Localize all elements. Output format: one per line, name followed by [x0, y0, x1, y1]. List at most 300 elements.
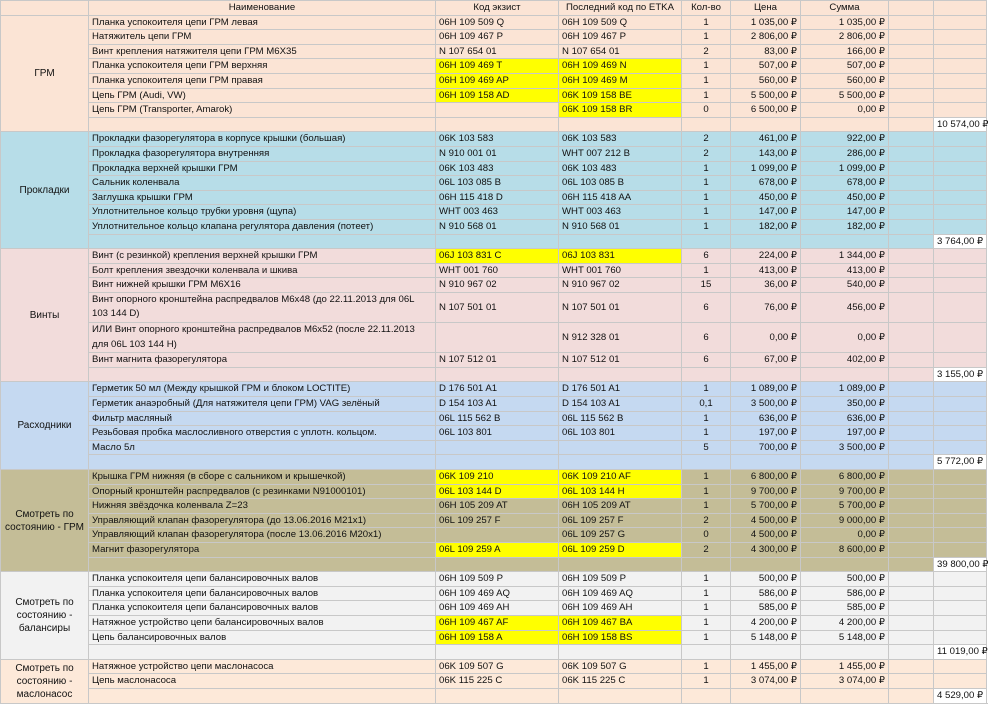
empty-cell[interactable] — [889, 117, 934, 132]
empty-cell[interactable] — [436, 367, 559, 382]
price-cell[interactable]: 413,00 ₽ — [731, 263, 801, 278]
part-code-cell[interactable]: D 176 501 A1 — [436, 382, 559, 397]
part-name-cell[interactable]: Заглушка крышки ГРМ — [89, 190, 436, 205]
section-total-value[interactable]: 5 772,00 ₽ — [934, 455, 987, 470]
part-name-cell[interactable]: Цепь ГРМ (Audi, VW) — [89, 88, 436, 103]
empty-cell[interactable] — [889, 59, 934, 74]
empty-cell[interactable] — [889, 484, 934, 499]
price-cell[interactable]: 636,00 ₽ — [731, 411, 801, 426]
sum-cell[interactable]: 507,00 ₽ — [801, 59, 889, 74]
part-code-cell[interactable]: 06K 115 225 C — [436, 674, 559, 689]
last-code-cell[interactable]: 06H 109 158 BS — [559, 630, 682, 645]
part-code-cell[interactable] — [436, 103, 559, 118]
empty-cell[interactable] — [89, 234, 436, 249]
last-code-cell[interactable]: 06H 105 209 AT — [559, 499, 682, 514]
empty-cell[interactable] — [436, 557, 559, 572]
empty-cell[interactable] — [559, 645, 682, 660]
group-label-cell[interactable]: Прокладки — [1, 132, 89, 249]
group-label-cell[interactable]: Смотреть по состоянию - маслонасос — [1, 659, 89, 703]
part-name-cell[interactable]: Планка успокоителя цепи ГРМ верхняя — [89, 59, 436, 74]
last-code-cell[interactable]: N 107 501 01 — [559, 292, 682, 322]
last-code-cell[interactable]: 06K 115 225 C — [559, 674, 682, 689]
price-cell[interactable]: 4 300,00 ₽ — [731, 542, 801, 557]
quantity-cell[interactable]: 1 — [682, 205, 731, 220]
empty-cell[interactable] — [934, 397, 987, 412]
quantity-cell[interactable]: 1 — [682, 615, 731, 630]
sum-cell[interactable]: 450,00 ₽ — [801, 190, 889, 205]
price-cell[interactable]: 500,00 ₽ — [731, 572, 801, 587]
empty-cell[interactable] — [934, 659, 987, 674]
empty-cell[interactable] — [889, 557, 934, 572]
quantity-cell[interactable]: 1 — [682, 73, 731, 88]
empty-cell[interactable] — [934, 73, 987, 88]
empty-cell[interactable] — [889, 219, 934, 234]
sum-cell[interactable]: 0,00 ₽ — [801, 323, 889, 353]
quantity-cell[interactable]: 6 — [682, 353, 731, 368]
last-code-cell[interactable]: 06H 109 467 BA — [559, 615, 682, 630]
empty-cell[interactable] — [889, 73, 934, 88]
empty-cell[interactable] — [934, 15, 987, 30]
part-name-cell[interactable]: Герметик анаэробный (Для натяжителя цепи ГРМ) VAG зелёный — [89, 397, 436, 412]
empty-cell[interactable] — [934, 30, 987, 45]
last-code-cell[interactable]: D 176 501 A1 — [559, 382, 682, 397]
empty-cell[interactable] — [559, 688, 682, 703]
price-cell[interactable]: 5 700,00 ₽ — [731, 499, 801, 514]
header-cell-qty[interactable]: Кол-во — [682, 1, 731, 16]
quantity-cell[interactable]: 0,1 — [682, 397, 731, 412]
quantity-cell[interactable]: 1 — [682, 572, 731, 587]
empty-cell[interactable] — [682, 645, 731, 660]
sum-cell[interactable]: 586,00 ₽ — [801, 586, 889, 601]
sum-cell[interactable]: 1 455,00 ₽ — [801, 659, 889, 674]
price-cell[interactable]: 9 700,00 ₽ — [731, 484, 801, 499]
quantity-cell[interactable]: 1 — [682, 586, 731, 601]
price-cell[interactable]: 76,00 ₽ — [731, 292, 801, 322]
empty-cell[interactable] — [934, 630, 987, 645]
empty-cell[interactable] — [89, 455, 436, 470]
part-name-cell[interactable]: Натяжитель цепи ГРМ — [89, 30, 436, 45]
sum-cell[interactable]: 678,00 ₽ — [801, 176, 889, 191]
part-name-cell[interactable]: Магнит фазорегулятора — [89, 542, 436, 557]
sum-cell[interactable]: 182,00 ₽ — [801, 219, 889, 234]
empty-cell[interactable] — [889, 190, 934, 205]
part-name-cell[interactable]: Цепь ГРМ (Transporter, Amarok) — [89, 103, 436, 118]
section-total-value[interactable]: 11 019,00 ₽ — [934, 645, 987, 660]
empty-cell[interactable] — [934, 601, 987, 616]
price-cell[interactable]: 6 500,00 ₽ — [731, 103, 801, 118]
part-name-cell[interactable]: Винт крепления натяжителя цепи ГРМ M6X35 — [89, 44, 436, 59]
empty-cell[interactable] — [801, 234, 889, 249]
part-code-cell[interactable]: D 154 103 A1 — [436, 397, 559, 412]
empty-cell[interactable] — [436, 688, 559, 703]
section-total-value[interactable]: 3 764,00 ₽ — [934, 234, 987, 249]
empty-cell[interactable] — [934, 426, 987, 441]
quantity-cell[interactable]: 1 — [682, 601, 731, 616]
price-cell[interactable]: 1 089,00 ₽ — [731, 382, 801, 397]
part-code-cell[interactable]: 06H 109 469 AP — [436, 73, 559, 88]
sum-cell[interactable]: 147,00 ₽ — [801, 205, 889, 220]
header-cell-last-code[interactable]: Последний код по ETKA — [559, 1, 682, 16]
last-code-cell[interactable]: 06H 109 509 P — [559, 572, 682, 587]
empty-cell[interactable] — [889, 176, 934, 191]
part-code-cell[interactable]: 06K 103 583 — [436, 132, 559, 147]
empty-cell[interactable] — [934, 249, 987, 264]
empty-cell[interactable] — [559, 234, 682, 249]
section-total-value[interactable]: 3 155,00 ₽ — [934, 367, 987, 382]
empty-cell[interactable] — [889, 455, 934, 470]
empty-cell[interactable] — [934, 615, 987, 630]
empty-cell[interactable] — [889, 161, 934, 176]
last-code-cell[interactable]: 06H 109 467 P — [559, 30, 682, 45]
part-code-cell[interactable]: N 910 001 01 — [436, 146, 559, 161]
last-code-cell[interactable]: 06K 109 158 BR — [559, 103, 682, 118]
empty-cell[interactable] — [889, 323, 934, 353]
part-code-cell[interactable]: 06J 103 831 C — [436, 249, 559, 264]
quantity-cell[interactable]: 1 — [682, 190, 731, 205]
empty-cell[interactable] — [436, 455, 559, 470]
quantity-cell[interactable]: 1 — [682, 484, 731, 499]
last-code-cell[interactable]: 06K 109 158 BE — [559, 88, 682, 103]
quantity-cell[interactable]: 1 — [682, 59, 731, 74]
quantity-cell[interactable]: 1 — [682, 411, 731, 426]
sum-cell[interactable]: 413,00 ₽ — [801, 263, 889, 278]
empty-cell[interactable] — [934, 542, 987, 557]
empty-cell[interactable] — [89, 117, 436, 132]
empty-cell[interactable] — [934, 528, 987, 543]
quantity-cell[interactable]: 0 — [682, 528, 731, 543]
sum-cell[interactable]: 585,00 ₽ — [801, 601, 889, 616]
sum-cell[interactable]: 4 200,00 ₽ — [801, 615, 889, 630]
empty-cell[interactable] — [89, 557, 436, 572]
part-name-cell[interactable]: Сальник коленвала — [89, 176, 436, 191]
part-code-cell[interactable]: WHT 001 760 — [436, 263, 559, 278]
empty-cell[interactable] — [889, 426, 934, 441]
part-code-cell[interactable]: 06K 103 483 — [436, 161, 559, 176]
part-name-cell[interactable]: Нижняя звёздочка коленвала Z=23 — [89, 499, 436, 514]
price-cell[interactable]: 461,00 ₽ — [731, 132, 801, 147]
part-code-cell[interactable]: 06K 109 507 G — [436, 659, 559, 674]
part-name-cell[interactable]: Крышка ГРМ нижняя (в сборе с сальником и крышечкой) — [89, 470, 436, 485]
last-code-cell[interactable]: 06H 109 509 Q — [559, 15, 682, 30]
part-name-cell[interactable]: Винт магнита фазорегулятора — [89, 353, 436, 368]
last-code-cell[interactable]: N 910 967 02 — [559, 278, 682, 293]
last-code-cell[interactable]: 06L 103 801 — [559, 426, 682, 441]
sum-cell[interactable]: 5 148,00 ₽ — [801, 630, 889, 645]
empty-cell[interactable] — [889, 205, 934, 220]
price-cell[interactable]: 5 148,00 ₽ — [731, 630, 801, 645]
last-code-cell[interactable]: N 912 328 01 — [559, 323, 682, 353]
part-name-cell[interactable]: Планка успокоителя цепи балансировочных валов — [89, 586, 436, 601]
part-name-cell[interactable]: Уплотнительное кольцо трубки уровня (щупа) — [89, 205, 436, 220]
part-code-cell[interactable]: N 910 967 02 — [436, 278, 559, 293]
sum-cell[interactable]: 286,00 ₽ — [801, 146, 889, 161]
empty-cell[interactable] — [889, 278, 934, 293]
quantity-cell[interactable]: 1 — [682, 30, 731, 45]
quantity-cell[interactable]: 1 — [682, 176, 731, 191]
last-code-cell[interactable]: D 154 103 A1 — [559, 397, 682, 412]
empty-cell[interactable] — [889, 103, 934, 118]
empty-cell[interactable] — [889, 601, 934, 616]
quantity-cell[interactable]: 1 — [682, 263, 731, 278]
group-label-cell[interactable]: ГРМ — [1, 15, 89, 132]
last-code-cell[interactable]: 06L 109 257 F — [559, 513, 682, 528]
empty-cell[interactable] — [934, 513, 987, 528]
last-code-cell[interactable]: 06H 109 469 AH — [559, 601, 682, 616]
quantity-cell[interactable]: 1 — [682, 219, 731, 234]
sum-cell[interactable]: 8 600,00 ₽ — [801, 542, 889, 557]
part-code-cell[interactable] — [436, 528, 559, 543]
part-code-cell[interactable]: 06L 109 257 F — [436, 513, 559, 528]
empty-cell[interactable] — [934, 190, 987, 205]
empty-cell[interactable] — [889, 88, 934, 103]
last-code-cell[interactable] — [559, 440, 682, 455]
price-cell[interactable]: 0,00 ₽ — [731, 323, 801, 353]
price-cell[interactable]: 4 500,00 ₽ — [731, 528, 801, 543]
section-total-value[interactable]: 4 529,00 ₽ — [934, 688, 987, 703]
last-code-cell[interactable]: 06L 109 259 D — [559, 542, 682, 557]
sum-cell[interactable]: 636,00 ₽ — [801, 411, 889, 426]
group-label-cell[interactable]: Винты — [1, 249, 89, 382]
quantity-cell[interactable]: 15 — [682, 278, 731, 293]
empty-cell[interactable] — [801, 688, 889, 703]
quantity-cell[interactable]: 1 — [682, 161, 731, 176]
section-total-value[interactable]: 10 574,00 ₽ — [934, 117, 987, 132]
sum-cell[interactable]: 197,00 ₽ — [801, 426, 889, 441]
last-code-cell[interactable]: 06J 103 831 — [559, 249, 682, 264]
last-code-cell[interactable]: N 910 568 01 — [559, 219, 682, 234]
empty-cell[interactable] — [889, 688, 934, 703]
price-cell[interactable]: 450,00 ₽ — [731, 190, 801, 205]
part-code-cell[interactable] — [436, 440, 559, 455]
header-cell-extra1[interactable] — [889, 1, 934, 16]
empty-cell[interactable] — [889, 234, 934, 249]
empty-cell[interactable] — [934, 103, 987, 118]
part-name-cell[interactable]: Планка успокоителя цепи ГРМ левая — [89, 15, 436, 30]
last-code-cell[interactable]: WHT 007 212 B — [559, 146, 682, 161]
empty-cell[interactable] — [436, 234, 559, 249]
last-code-cell[interactable]: 06H 109 469 M — [559, 73, 682, 88]
sum-cell[interactable]: 9 700,00 ₽ — [801, 484, 889, 499]
empty-cell[interactable] — [889, 630, 934, 645]
price-cell[interactable]: 1 035,00 ₽ — [731, 15, 801, 30]
part-code-cell[interactable]: 06H 109 469 AQ — [436, 586, 559, 601]
empty-cell[interactable] — [889, 615, 934, 630]
empty-cell[interactable] — [889, 263, 934, 278]
empty-cell[interactable] — [889, 513, 934, 528]
sum-cell[interactable]: 6 800,00 ₽ — [801, 470, 889, 485]
empty-cell[interactable] — [934, 499, 987, 514]
empty-cell[interactable] — [934, 674, 987, 689]
empty-cell[interactable] — [889, 367, 934, 382]
sum-cell[interactable]: 1 099,00 ₽ — [801, 161, 889, 176]
quantity-cell[interactable]: 1 — [682, 88, 731, 103]
sum-cell[interactable]: 3 074,00 ₽ — [801, 674, 889, 689]
quantity-cell[interactable]: 1 — [682, 426, 731, 441]
empty-cell[interactable] — [436, 645, 559, 660]
empty-cell[interactable] — [934, 146, 987, 161]
sum-cell[interactable]: 0,00 ₽ — [801, 103, 889, 118]
quantity-cell[interactable]: 1 — [682, 674, 731, 689]
price-cell[interactable]: 4 200,00 ₽ — [731, 615, 801, 630]
part-name-cell[interactable]: Болт крепления звездочки коленвала и шкива — [89, 263, 436, 278]
part-code-cell[interactable] — [436, 323, 559, 353]
empty-cell[interactable] — [731, 688, 801, 703]
quantity-cell[interactable]: 6 — [682, 249, 731, 264]
last-code-cell[interactable]: 06K 109 507 G — [559, 659, 682, 674]
price-cell[interactable]: 1 099,00 ₽ — [731, 161, 801, 176]
empty-cell[interactable] — [889, 411, 934, 426]
part-name-cell[interactable]: ИЛИ Винт опорного кронштейна распредвалов M6x52 (после 22.11.2013 для 06L 103 144 H) — [89, 323, 436, 353]
price-cell[interactable]: 678,00 ₽ — [731, 176, 801, 191]
empty-cell[interactable] — [731, 455, 801, 470]
part-code-cell[interactable]: 06L 109 259 A — [436, 542, 559, 557]
quantity-cell[interactable]: 1 — [682, 470, 731, 485]
part-name-cell[interactable]: Винт нижней крышки ГРМ M6X16 — [89, 278, 436, 293]
part-name-cell[interactable]: Планка успокоителя цепи балансировочных валов — [89, 601, 436, 616]
price-cell[interactable]: 585,00 ₽ — [731, 601, 801, 616]
empty-cell[interactable] — [934, 278, 987, 293]
last-code-cell[interactable]: 06K 103 483 — [559, 161, 682, 176]
part-code-cell[interactable]: 06H 109 467 P — [436, 30, 559, 45]
empty-cell[interactable] — [889, 44, 934, 59]
part-name-cell[interactable]: Цепь маслонасоса — [89, 674, 436, 689]
quantity-cell[interactable]: 6 — [682, 323, 731, 353]
empty-cell[interactable] — [889, 249, 934, 264]
empty-cell[interactable] — [934, 586, 987, 601]
header-cell-extra2[interactable] — [934, 1, 987, 16]
quantity-cell[interactable]: 2 — [682, 542, 731, 557]
header-cell-code[interactable]: Код экзист — [436, 1, 559, 16]
last-code-cell[interactable]: WHT 001 760 — [559, 263, 682, 278]
empty-cell[interactable] — [682, 234, 731, 249]
empty-cell[interactable] — [731, 367, 801, 382]
empty-cell[interactable] — [934, 382, 987, 397]
header-cell-price[interactable]: Цена — [731, 1, 801, 16]
sum-cell[interactable]: 500,00 ₽ — [801, 572, 889, 587]
section-total-value[interactable]: 39 800,00 ₽ — [934, 557, 987, 572]
part-code-cell[interactable]: N 107 654 01 — [436, 44, 559, 59]
part-code-cell[interactable]: 06L 103 801 — [436, 426, 559, 441]
empty-cell[interactable] — [934, 470, 987, 485]
last-code-cell[interactable]: 06L 109 257 G — [559, 528, 682, 543]
sum-cell[interactable]: 0,00 ₽ — [801, 528, 889, 543]
empty-cell[interactable] — [934, 219, 987, 234]
last-code-cell[interactable]: 06H 109 469 N — [559, 59, 682, 74]
last-code-cell[interactable]: 06K 103 583 — [559, 132, 682, 147]
empty-cell[interactable] — [934, 132, 987, 147]
sum-cell[interactable]: 3 500,00 ₽ — [801, 440, 889, 455]
quantity-cell[interactable]: 1 — [682, 659, 731, 674]
empty-cell[interactable] — [801, 557, 889, 572]
header-cell-name[interactable]: Наименование — [89, 1, 436, 16]
last-code-cell[interactable]: WHT 003 463 — [559, 205, 682, 220]
price-cell[interactable]: 182,00 ₽ — [731, 219, 801, 234]
part-name-cell[interactable]: Цепь балансировочных валов — [89, 630, 436, 645]
quantity-cell[interactable]: 2 — [682, 132, 731, 147]
sum-cell[interactable]: 540,00 ₽ — [801, 278, 889, 293]
price-cell[interactable]: 700,00 ₽ — [731, 440, 801, 455]
part-name-cell[interactable]: Винт опорного кронштейна распредвалов M6x48 (до 22.11.2013 для 06L 103 144 D) — [89, 292, 436, 322]
price-cell[interactable]: 36,00 ₽ — [731, 278, 801, 293]
part-code-cell[interactable]: 06H 109 469 T — [436, 59, 559, 74]
empty-cell[interactable] — [436, 117, 559, 132]
empty-cell[interactable] — [889, 542, 934, 557]
price-cell[interactable]: 197,00 ₽ — [731, 426, 801, 441]
empty-cell[interactable] — [934, 440, 987, 455]
header-cell-sum[interactable]: Сумма — [801, 1, 889, 16]
part-code-cell[interactable]: 06H 109 509 Q — [436, 15, 559, 30]
quantity-cell[interactable]: 2 — [682, 513, 731, 528]
group-label-cell[interactable]: Смотреть по состоянию - ГРМ — [1, 470, 89, 572]
empty-cell[interactable] — [889, 659, 934, 674]
empty-cell[interactable] — [934, 353, 987, 368]
group-label-cell[interactable]: Смотреть по состоянию - балансиры — [1, 572, 89, 660]
empty-cell[interactable] — [934, 323, 987, 353]
empty-cell[interactable] — [934, 205, 987, 220]
price-cell[interactable]: 224,00 ₽ — [731, 249, 801, 264]
empty-cell[interactable] — [559, 367, 682, 382]
part-code-cell[interactable]: 06L 115 562 B — [436, 411, 559, 426]
part-name-cell[interactable]: Прокладка верхней крышки ГРМ — [89, 161, 436, 176]
part-code-cell[interactable]: N 910 568 01 — [436, 219, 559, 234]
part-name-cell[interactable]: Натяжное устройство цепи маслонасоса — [89, 659, 436, 674]
sum-cell[interactable]: 1 035,00 ₽ — [801, 15, 889, 30]
part-name-cell[interactable]: Фильтр масляный — [89, 411, 436, 426]
part-name-cell[interactable]: Винт (с резинкой) крепления верхней крышки ГРМ — [89, 249, 436, 264]
group-label-cell[interactable]: Расходники — [1, 382, 89, 470]
sum-cell[interactable]: 1 344,00 ₽ — [801, 249, 889, 264]
part-name-cell[interactable]: Управляющий клапан фазорегулятора (до 13.06.2016 M21x1) — [89, 513, 436, 528]
empty-cell[interactable] — [889, 15, 934, 30]
empty-cell[interactable] — [682, 688, 731, 703]
empty-cell[interactable] — [934, 59, 987, 74]
part-code-cell[interactable]: 06L 103 085 B — [436, 176, 559, 191]
last-code-cell[interactable]: 06L 103 085 B — [559, 176, 682, 191]
price-cell[interactable]: 147,00 ₽ — [731, 205, 801, 220]
empty-cell[interactable] — [934, 176, 987, 191]
empty-cell[interactable] — [889, 645, 934, 660]
sum-cell[interactable]: 9 000,00 ₽ — [801, 513, 889, 528]
sum-cell[interactable]: 922,00 ₽ — [801, 132, 889, 147]
empty-cell[interactable] — [934, 484, 987, 499]
empty-cell[interactable] — [934, 263, 987, 278]
sum-cell[interactable]: 402,00 ₽ — [801, 353, 889, 368]
sum-cell[interactable]: 5 700,00 ₽ — [801, 499, 889, 514]
price-cell[interactable]: 586,00 ₽ — [731, 586, 801, 601]
empty-cell[interactable] — [889, 572, 934, 587]
part-code-cell[interactable]: N 107 512 01 — [436, 353, 559, 368]
quantity-cell[interactable]: 1 — [682, 382, 731, 397]
part-code-cell[interactable]: 06K 109 210 — [436, 470, 559, 485]
empty-cell[interactable] — [801, 117, 889, 132]
last-code-cell[interactable]: 06L 103 144 H — [559, 484, 682, 499]
empty-cell[interactable] — [801, 455, 889, 470]
last-code-cell[interactable]: 06L 115 562 B — [559, 411, 682, 426]
price-cell[interactable]: 83,00 ₽ — [731, 44, 801, 59]
empty-cell[interactable] — [934, 411, 987, 426]
part-name-cell[interactable]: Герметик 50 мл (Между крышкой ГРМ и блоком LOCTITE) — [89, 382, 436, 397]
empty-cell[interactable] — [682, 367, 731, 382]
price-cell[interactable]: 4 500,00 ₽ — [731, 513, 801, 528]
part-code-cell[interactable]: 06H 109 467 AF — [436, 615, 559, 630]
part-code-cell[interactable]: WHT 003 463 — [436, 205, 559, 220]
empty-cell[interactable] — [889, 292, 934, 322]
part-code-cell[interactable]: 06H 109 158 A — [436, 630, 559, 645]
quantity-cell[interactable]: 0 — [682, 103, 731, 118]
part-code-cell[interactable]: N 107 501 01 — [436, 292, 559, 322]
last-code-cell[interactable]: N 107 512 01 — [559, 353, 682, 368]
last-code-cell[interactable]: 06H 109 469 AQ — [559, 586, 682, 601]
